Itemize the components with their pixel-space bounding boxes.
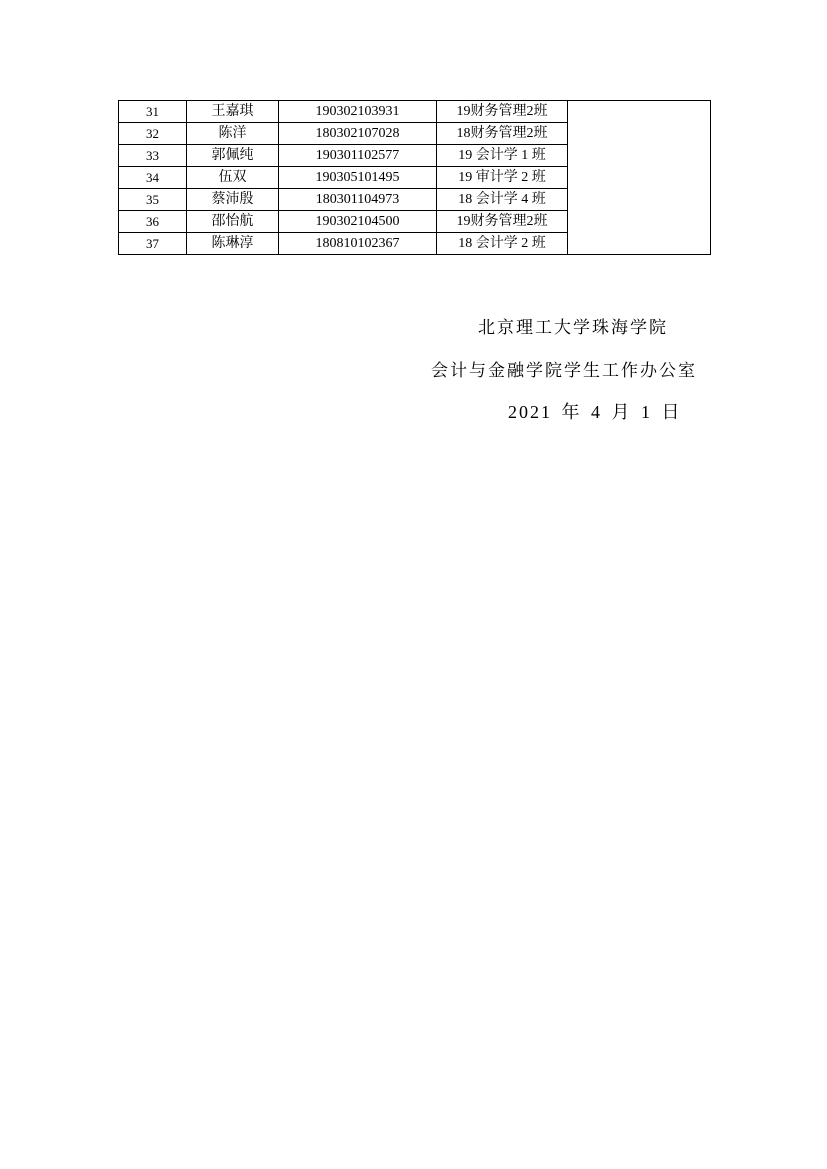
row-number: 33 bbox=[119, 145, 187, 167]
remark-cell bbox=[568, 101, 711, 255]
student-class: 19 审计学 2 班 bbox=[437, 167, 568, 189]
issuing-school: 北京理工大学珠海学院 bbox=[478, 318, 668, 338]
student-id: 190305101495 bbox=[279, 167, 437, 189]
student-class: 19财务管理2班 bbox=[437, 211, 568, 233]
row-number: 31 bbox=[119, 101, 187, 123]
student-class: 18财务管理2班 bbox=[437, 123, 568, 145]
row-number: 37 bbox=[119, 233, 187, 255]
row-number: 34 bbox=[119, 167, 187, 189]
student-name: 邵怡航 bbox=[187, 211, 279, 233]
student-class: 19 会计学 1 班 bbox=[437, 145, 568, 167]
student-id: 190301102577 bbox=[279, 145, 437, 167]
issuing-office: 会计与金融学院学生工作办公室 bbox=[431, 361, 697, 381]
roster-body bbox=[119, 101, 711, 255]
student-name: 王嘉琪 bbox=[187, 101, 279, 123]
student-class: 19财务管理2班 bbox=[437, 101, 568, 123]
student-id: 180302107028 bbox=[279, 123, 437, 145]
row-number: 35 bbox=[119, 189, 187, 211]
student-id: 180810102367 bbox=[279, 233, 437, 255]
student-name: 伍双 bbox=[187, 167, 279, 189]
row-number: 32 bbox=[119, 123, 187, 145]
student-name: 陈洋 bbox=[187, 123, 279, 145]
student-id: 190302104500 bbox=[279, 211, 437, 233]
student-id: 190302103931 bbox=[279, 101, 437, 123]
table-row bbox=[119, 101, 711, 123]
student-class: 18 会计学 4 班 bbox=[437, 189, 568, 211]
student-name: 陈琳淳 bbox=[187, 233, 279, 255]
student-class: 18 会计学 2 班 bbox=[437, 233, 568, 255]
row-number: 36 bbox=[119, 211, 187, 233]
issue-date: 2021 年 4 月 1 日 bbox=[508, 402, 682, 422]
student-name: 蔡沛殷 bbox=[187, 189, 279, 211]
student-id: 180301104973 bbox=[279, 189, 437, 211]
student-name: 郭佩纯 bbox=[187, 145, 279, 167]
student-roster-table bbox=[118, 100, 711, 255]
